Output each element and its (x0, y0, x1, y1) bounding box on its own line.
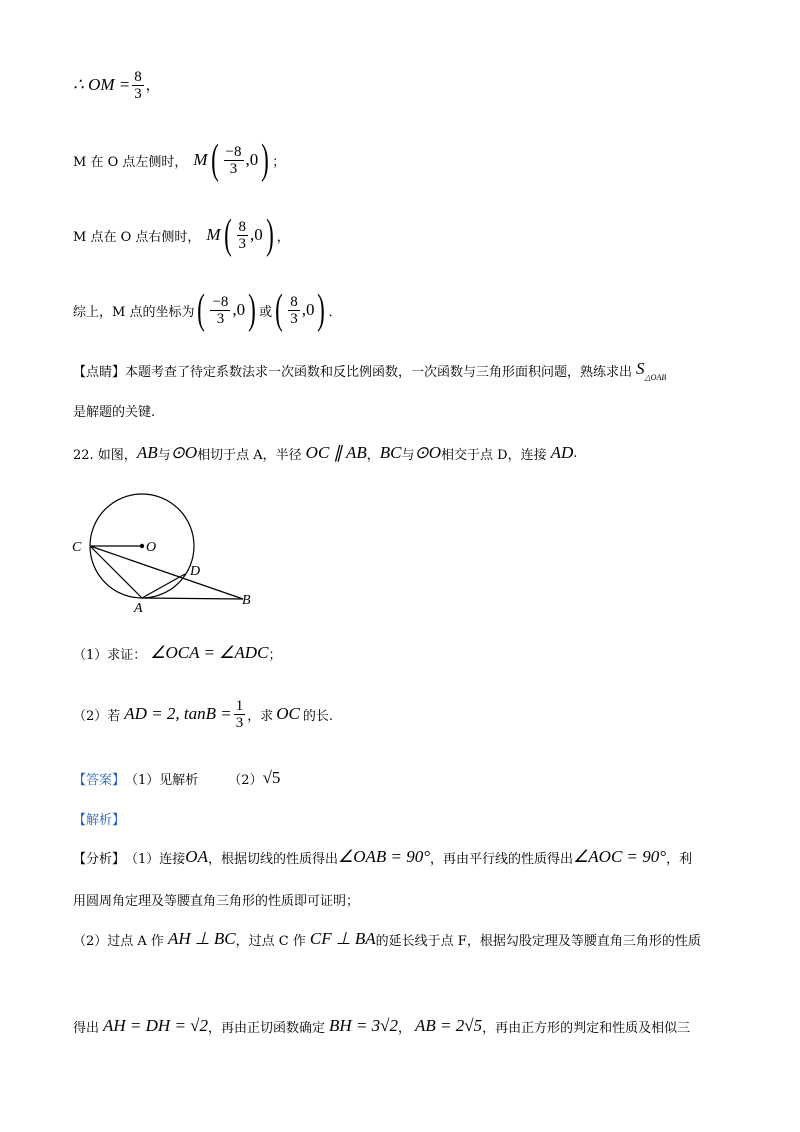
comment-text: 本题考查了待定系数法求一次函数和反比例函数，一次函数与三角形面积问题，熟练求出 (125, 364, 633, 380)
answer-line: 【答案】 （1）见解析 （2） √5 (73, 768, 281, 788)
m-right-fraction: $\frac{8}{3}$ (238, 218, 247, 252)
segment-cb (90, 546, 243, 599)
m-right-text: M 点在 O 点右侧时， (73, 229, 201, 245)
center-point (140, 544, 144, 548)
label-c: C (72, 540, 82, 555)
comment-line (73, 355, 666, 385)
analysis-line-3: （2）过点 A 作 AH ⊥ BC ，过点 C 作 CF ⊥ BA 的延长线于点 F，根据勾股定理及等腰直角三角形的性质 (73, 929, 701, 949)
label-d: D (190, 564, 201, 579)
geometry-figure (60, 480, 280, 620)
label-a: A (134, 601, 143, 616)
answer-tag: 【答案】 (73, 772, 126, 788)
om-line: ∴ OM = $\frac{8}{3}$ ， (73, 68, 160, 102)
m-right-line: M 点在 O 点右侧时， M ( $\frac{8}{3}$ ,0 ) ， (73, 212, 290, 258)
summary-line: 综上，M 点的坐标为 ( $\frac{-8}{3}$ ,0 ) 或 ( $\frac{8}{3}$ ,0 ) ． (73, 287, 342, 333)
analysis-tag: 【解析】 (73, 812, 126, 828)
question-1: （1）求证： ∠OCA = ∠ADC ； (73, 643, 282, 663)
label-b: B (242, 593, 251, 608)
comment-tag: 【点睛】 (73, 364, 126, 380)
analysis-tag-line (73, 806, 125, 830)
analysis-line-2: 用圆周角定理及等腰直角三角形的性质即可证明； (73, 893, 360, 909)
m-left-fraction: $\frac{-8}{3}$ (225, 143, 242, 177)
m-left-text: M 在 O 点左侧时， (73, 154, 188, 170)
analysis-line-1: 【分析】 （1）连接 OA ，根据切线的性质得出 ∠OAB = 90° ，再由平行线的性质得出 ∠AOC = 90° ，利 (73, 847, 693, 867)
segment-ab (142, 598, 243, 599)
segment-ad (142, 574, 185, 598)
m-left-line: M 在 O 点左侧时， M ( $\frac{-8}{3}$ ,0 ) ； (73, 137, 286, 183)
analysis-line-4: 得出 AH = DH = √2 ，再由正切函数确定 BH = 3√2 ， AB = 2√5 ，再由正方形的判定和性质及相似三 (73, 1016, 691, 1036)
comment-line-2: 是解题的关键. (73, 404, 156, 420)
summary-text: 综上，M 点的坐标为 (73, 304, 195, 320)
problem-statement: 22. 如图， AB 与 ⊙O 相切于点 A，半径 OC ∥ AB ， BC 与 ⊙O 相交于点 D，连接 AD . (73, 443, 578, 463)
om-fraction: $\frac{8}{3}$ (134, 68, 142, 102)
question-2: （2）若 AD = 2, tanB = $\frac{1}{3}$ ，求 OC 的长. (73, 697, 334, 731)
label-o: O (146, 540, 157, 555)
segment-ca (90, 546, 142, 598)
om-expression: ∴ OM = (73, 75, 131, 94)
s-oab-symbol: $S_{\triangle OAB}$ (636, 358, 667, 382)
